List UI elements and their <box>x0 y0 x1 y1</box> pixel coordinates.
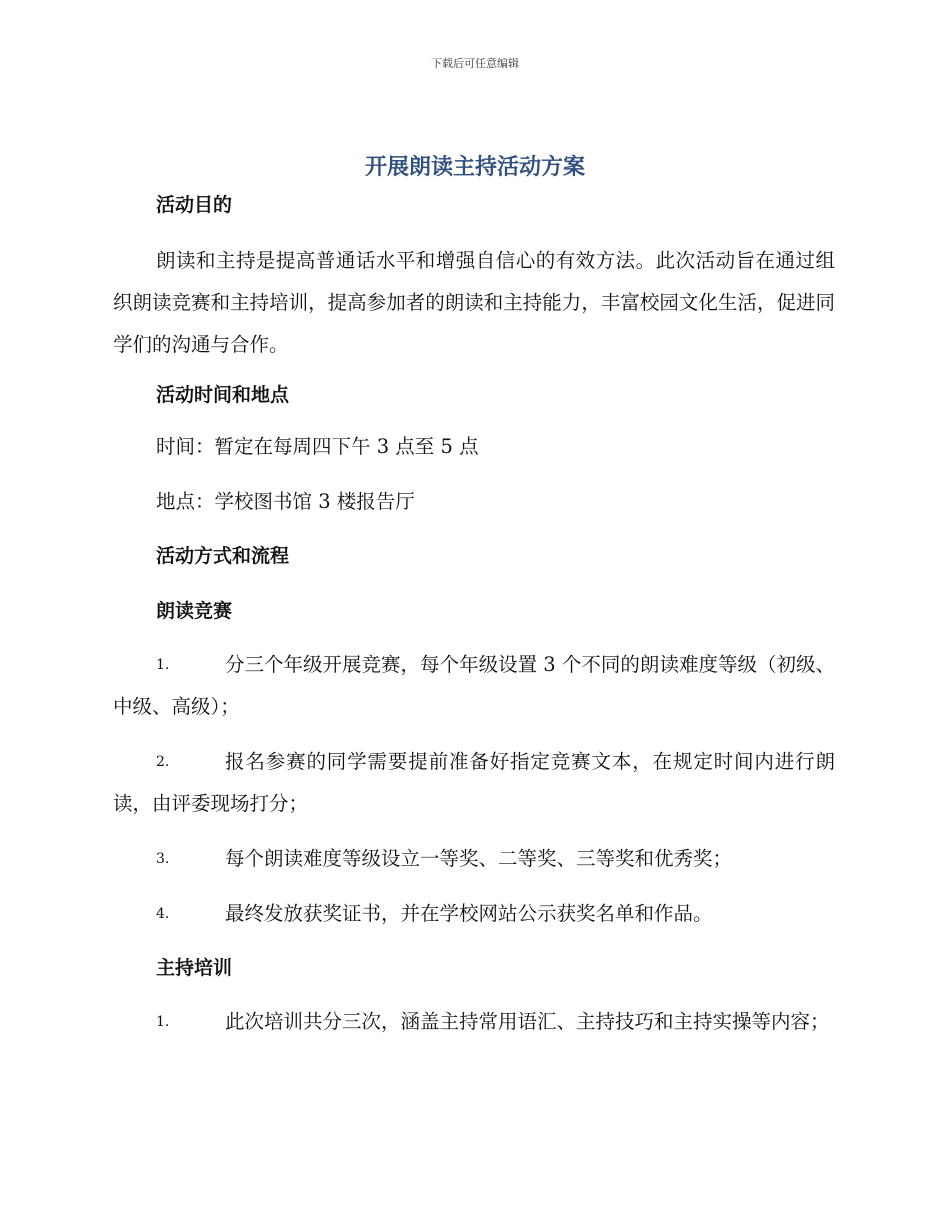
header-note: 下载后可任意编辑 <box>431 57 519 70</box>
time-line: 时间：暂定在每周四下午 3 点至 5 点 <box>156 435 479 458</box>
list-item <box>113 644 835 728</box>
list-item-number: 1. <box>156 657 170 673</box>
list-item <box>113 893 835 935</box>
place-line: 地点：学校图书馆 3 楼报告厅 <box>156 490 415 513</box>
document-title: 开展朗读主持活动方案 <box>364 155 585 180</box>
purpose-paragraph: 朗读和主持是提高普通话水平和增强自信心的有效方法。此次活动旨在通过组织朗读竞赛和主持培训，提高参加者的朗读和主持能力，丰富校园文化生活，促进同学们的沟通与合作。 <box>113 249 835 356</box>
section-heading-time-place: 活动时间和地点 <box>156 384 290 406</box>
list-item-number: 2. <box>156 754 170 770</box>
section-heading-method: 活动方式和流程 <box>156 545 290 567</box>
section-heading-purpose: 活动目的 <box>156 194 233 216</box>
list-item <box>113 741 835 825</box>
list-item <box>113 838 835 880</box>
list-item-text: 每个朗读难度等级设立一等奖、二等奖、三等奖和优秀奖； <box>225 847 733 870</box>
list-item <box>113 1001 835 1043</box>
list-item-number: 3. <box>156 851 170 867</box>
section-heading-reading: 朗读竞赛 <box>156 600 233 622</box>
list-item-number: 1. <box>156 1014 170 1030</box>
list-item-text: 此次培训共分三次，涵盖主持常用语汇、主持技巧和主持实操等内容； <box>225 1010 830 1033</box>
list-item-text: 报名参赛的同学需要提前准备好指定竞赛文本，在规定时间内进行朗读，由评委现场打分； <box>113 750 835 815</box>
list-item-text: 最终发放获奖证书，并在学校网站公示获奖名单和作品。 <box>225 902 713 925</box>
list-item-text: 分三个年级开展竞赛，每个年级设置 3 个不同的朗读难度等级（初级、中级、高级）； <box>113 653 835 718</box>
list-item-number: 4. <box>156 906 170 922</box>
document-body <box>113 188 835 1043</box>
section-heading-hosting: 主持培训 <box>156 957 233 979</box>
